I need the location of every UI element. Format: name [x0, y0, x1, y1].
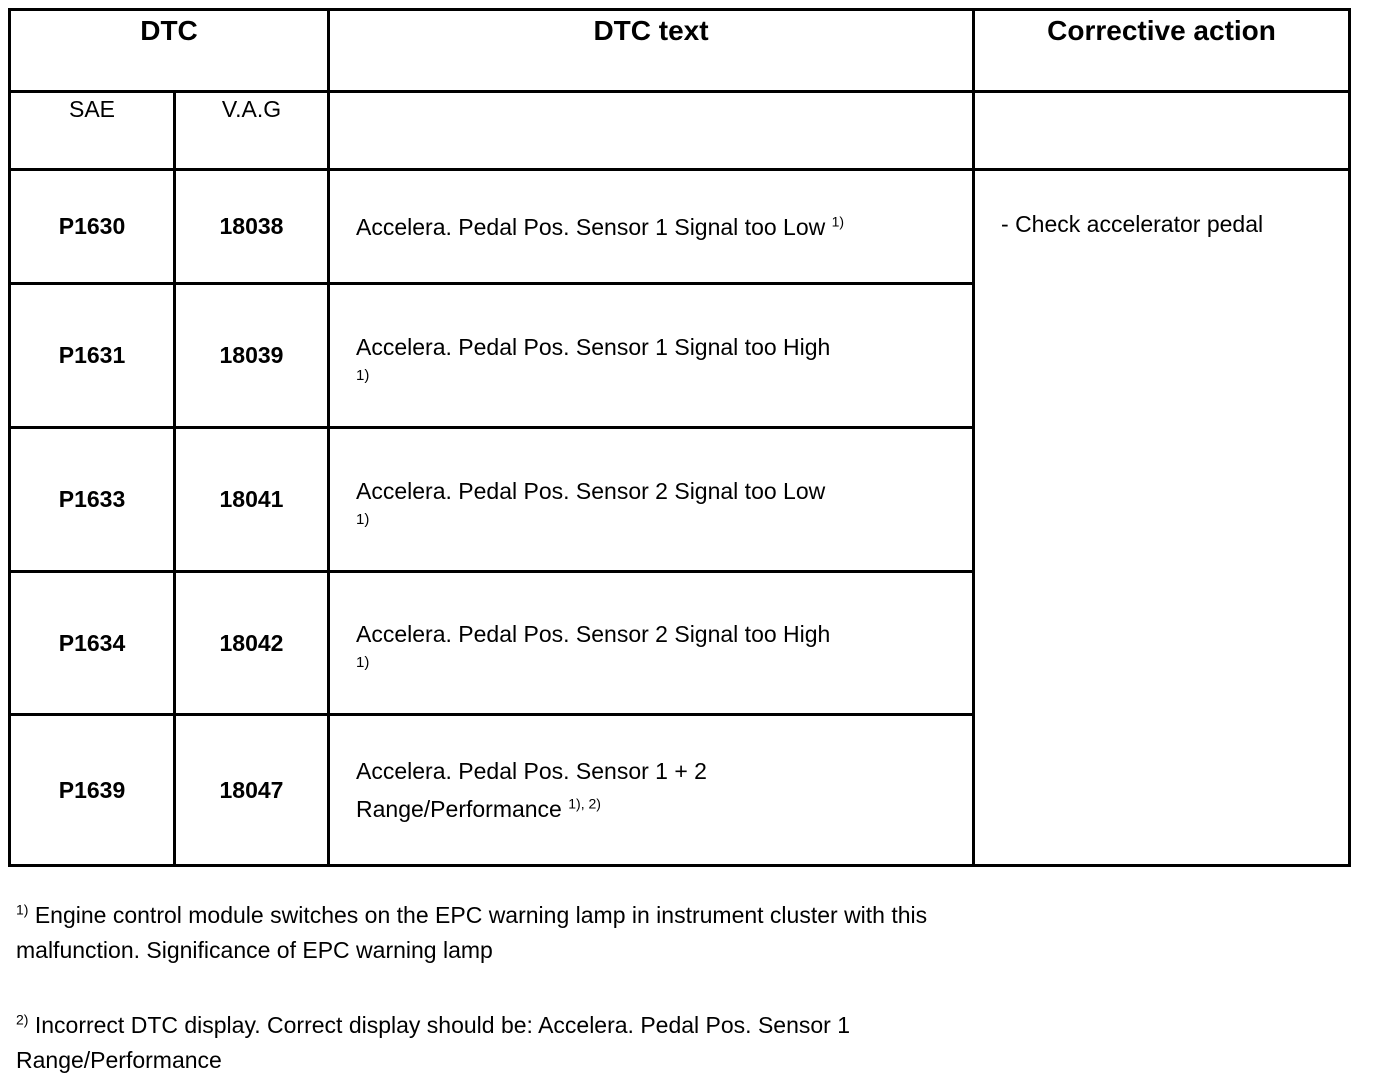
- vag-code: 18047: [175, 715, 329, 866]
- sae-code: P1631: [10, 284, 175, 428]
- dtc-description: [329, 715, 974, 866]
- subheader-empty-text: [329, 92, 974, 170]
- vag-code: 18042: [175, 572, 329, 715]
- footnote-ref: 1): [831, 212, 845, 229]
- footnote-text-line2: Range/Performance: [16, 1047, 222, 1073]
- footnote-mark: 2): [16, 1011, 29, 1028]
- footnote-mark: 1): [16, 901, 29, 918]
- footnote-text-line1: Engine control module switches on the EPC warning lamp in instrument cluster with this: [34, 902, 928, 928]
- footnote-ref: 1): [356, 366, 370, 384]
- dtc-description: [329, 284, 974, 428]
- dtc-table: [8, 8, 1351, 867]
- dtc-description-text: Accelera. Pedal Pos. Sensor 1 Signal too High: [356, 333, 831, 360]
- subheader-row: [10, 92, 1350, 170]
- dtc-description-text: Accelera. Pedal Pos. Sensor 2 Signal too Low: [356, 477, 826, 504]
- dtc-description: [329, 572, 974, 715]
- vag-code: 18041: [175, 428, 329, 572]
- dtc-description-line2: Range/Performance: [356, 796, 562, 822]
- footnote-2: [16, 1008, 1316, 1078]
- footnote-ref: 1), 2): [568, 795, 601, 812]
- sae-code: P1639: [10, 715, 175, 866]
- dtc-description: [329, 428, 974, 572]
- header-dtc-text: DTC text: [329, 10, 974, 92]
- subheader-empty-action: [974, 92, 1350, 170]
- header-corrective-action: Corrective action: [974, 10, 1350, 92]
- footnote-ref: 1): [356, 510, 370, 528]
- sae-code: P1633: [10, 428, 175, 572]
- sae-code: P1630: [10, 170, 175, 284]
- dtc-description-line1: Accelera. Pedal Pos. Sensor 1 + 2: [356, 758, 707, 784]
- header-dtc: DTC: [10, 10, 329, 92]
- dtc-description-text: Accelera. Pedal Pos. Sensor 1 Signal too Low: [356, 213, 826, 240]
- footnote-text-line2: malfunction. Significance of EPC warning lamp: [16, 937, 493, 963]
- footnote-1: [16, 898, 1316, 968]
- vag-code: 18039: [175, 284, 329, 428]
- footnote-ref: 1): [356, 654, 370, 671]
- subheader-sae: SAE: [10, 92, 175, 170]
- subheader-vag: V.A.G: [175, 92, 329, 170]
- dtc-description: [329, 170, 974, 284]
- vag-code: 18038: [175, 170, 329, 284]
- sae-code: P1634: [10, 572, 175, 715]
- corrective-action-cell: - Check accelerator pedal: [974, 170, 1350, 866]
- footnote-text-line1: Incorrect DTC display. Correct display should be: Accelera. Pedal Pos. Sensor 1: [34, 1012, 851, 1038]
- header-row: [10, 10, 1350, 92]
- table-row: [10, 170, 1350, 284]
- dtc-description-text: Accelera. Pedal Pos. Sensor 2 Signal too High: [356, 621, 831, 647]
